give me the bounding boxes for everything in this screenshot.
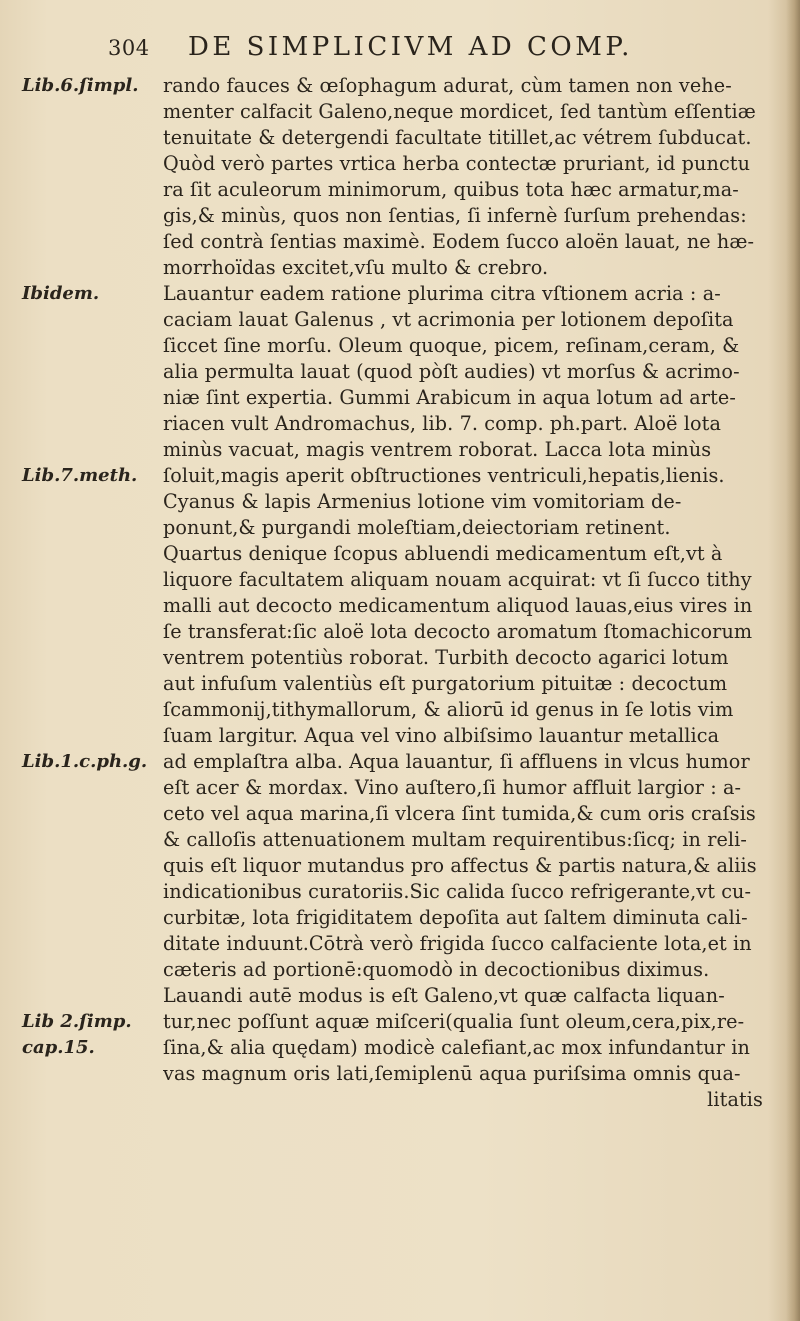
text-line: ditate induunt.Cōtrà verò frigida ſucco calfaciente lota,et in [163, 932, 752, 955]
margin-note: Lib.6.ſimpl. [22, 75, 139, 96]
text-line: tur,nec poſſunt aquæ miſceri(qualia ſunt oleum,cera,pix,re- [163, 1010, 745, 1033]
text-line: ſuam largitur. Aqua vel vino albiſsimo lauantur metallica [163, 724, 720, 747]
text-line: ventrem potentiùs roborat. Turbith decocto agarici lotum [163, 646, 729, 669]
text-line: Quòd verò partes vrtica herba contectæ pruriant, id punctu [163, 152, 751, 175]
text-line: cæteris ad portionē:quomodò in decoctionibus diximus. [163, 958, 710, 981]
text-line: eſt acer & mordax. Vino auſtero,ſi humor affluit largior : a- [163, 776, 742, 799]
margin-note: Ibidem. [22, 283, 100, 304]
margin-notes [22, 0, 157, 1321]
text-line: Cyanus & lapis Armenius lotione vim vomitoriam de- [163, 490, 682, 513]
text-line: malli aut decocto medicamentum aliquod lauas,eius vires in [163, 594, 753, 617]
text-line: ſiccet ſine morſu. Oleum quoque, picem, reſinam,ceram, & [163, 334, 740, 357]
text-line: quis eſt liquor mutandus pro affectus & partis natura,& aliis [163, 854, 757, 877]
page-number: 304 [108, 36, 150, 60]
margin-note: Lib.7.meth. [22, 465, 138, 486]
body-text [163, 73, 763, 1113]
text-line: ponunt,& purgandi moleſtiam,deiectoriam retinent. [163, 516, 671, 539]
text-line: riacen vult Andromachus, lib. 7. comp. ph.part. Aloë lota [163, 412, 722, 435]
text-line: aut infuſum valentiùs eſt purgatorium pituitæ : decoctum [163, 672, 728, 695]
text-line: ſed contrà ſentias maximè. Eodem ſucco aloën lauat, ne hæ- [163, 230, 755, 253]
running-title: DE SIMPLICIVM AD COMP. [188, 32, 633, 62]
text-line: niæ ſint expertia. Gummi Arabicum in aqua lotum ad arte- [163, 386, 736, 409]
text-line: ſoluit,magis aperit obſtructiones ventriculi,hepatis,lienis. [163, 464, 725, 487]
text-line: ſe transferat:ſic aloë lota decocto aromatum ſtomachicorum [163, 620, 753, 643]
text-line: Lauandi autē modus is eſt Galeno,vt quæ calfacta liquan- [163, 984, 725, 1007]
text-line: menter calfacit Galeno,neque mordicet, ſed tantùm eſſentiæ [163, 100, 756, 123]
margin-note: cap.15. [22, 1037, 95, 1058]
text-line: rando fauces & œſophagum adurat, cùm tamen non vehe- [163, 74, 732, 97]
text-line: vas magnum oris lati,ſemiplenū aqua puriſsima omnis qua- [163, 1062, 741, 1085]
text-line: ceto vel aqua marina,ſi vlcera ſint tumida,& cum oris craſsis [163, 802, 756, 825]
text-line: ſcammonij,tithymallorum, & aliorū id genus in ſe lotis vim [163, 698, 734, 721]
text-line: tenuitate & detergendi facultate titillet,ac vétrem ſubducat. [163, 126, 752, 149]
text-line: curbitæ, lota frigiditatem depoſita aut ſaltem diminuta cali- [163, 906, 748, 929]
text-line: Quartus denique ſcopus abluendi medicamentum eſt,vt à [163, 542, 723, 565]
text-line: ra ſit aculeorum minimorum, quibus tota hæc armatur,ma- [163, 178, 739, 201]
text-line: & calloſis attenuationem multam requirentibus:ſicq; in reli- [163, 828, 747, 851]
text-line: ſina,& alia quędam) modicè calefiant,ac mox infundantur in [163, 1036, 750, 1059]
text-line: alia permulta lauat (quod pòſt audies) vt morſus & acrimo- [163, 360, 740, 383]
text-line: litatis [707, 1088, 763, 1111]
text-line: caciam lauat Galenus , vt acrimonia per lotionem depoſita [163, 308, 734, 331]
text-line: morrhoïdas excitet,vſu multo & crebro. [163, 256, 549, 279]
text-line: gis,& minùs, quos non ſentias, ſi infernè ſurſum prehendas: [163, 204, 747, 227]
text-line: minùs vacuat, magis ventrem roborat. Lacca lota minùs [163, 438, 712, 461]
margin-note: Lib 2.ſimp. [22, 1011, 132, 1032]
text-line: liquore facultatem aliquam nouam acquirat: vt ſi ſucco tithy [163, 568, 752, 591]
page-header [108, 28, 748, 64]
text-line: Lauantur eadem ratione plurima citra vſtionem acria : a- [163, 282, 721, 305]
text-line: indicationibus curatoriis.Sic calida ſucco refrigerante,vt cu- [163, 880, 752, 903]
page-edge-shadow [786, 0, 800, 1321]
text-line: ad emplaſtra alba. Aqua lauantur, ſi affluens in vlcus humor [163, 750, 750, 773]
margin-note: Lib.1.c.ph.g. [22, 751, 148, 772]
